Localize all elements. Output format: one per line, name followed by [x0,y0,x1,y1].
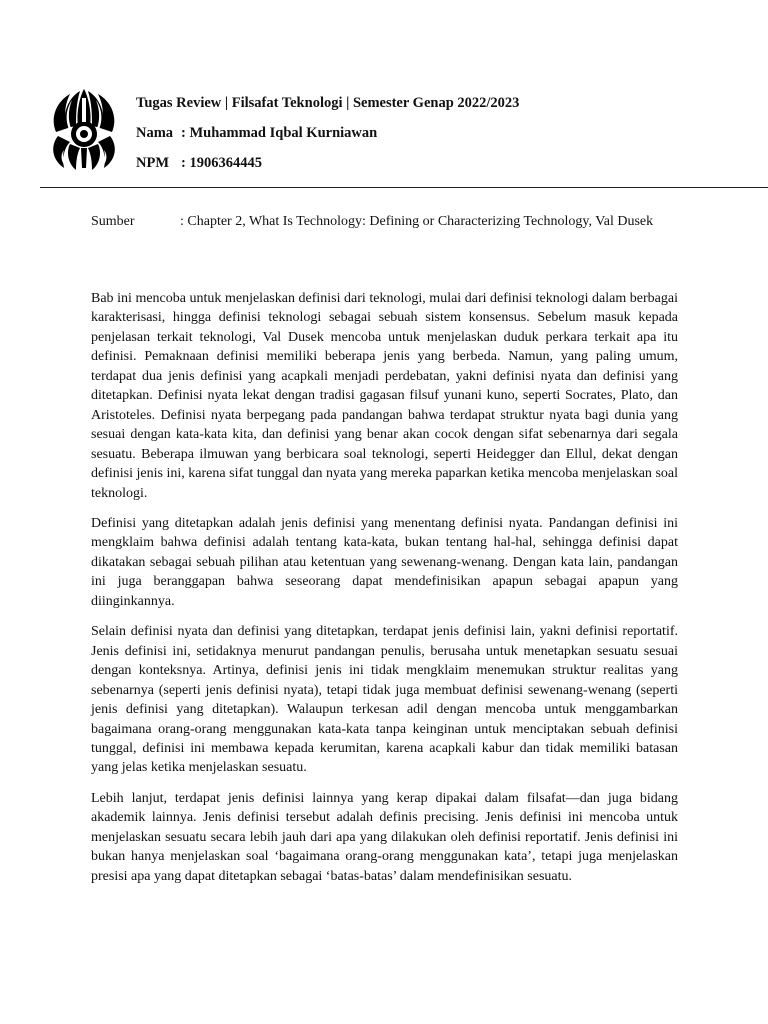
source-label: Sumber [91,214,135,229]
university-emblem-icon [44,88,124,172]
npm-value: : 1906364445 [181,155,262,171]
paragraph: Bab ini mencoba untuk menjelaskan definisi dari teknologi, mulai dari definisi teknologi dalam berbagai karakterisasi, hingga definisi teknologi sebagai sebuah sistem konsensus. Sebelum masuk kepada penjelasan terkait teknologi, Val Dusek mencoba untuk menjelaskan duduk perkara terkait apa itu definisi. Pemaknaan definisi memiliki beberapa jenis yang berbeda. Namun, yang paling umum, terdapat dua jenis definisi yang acapkali menjadi perdebatan, yakni definisi nyata dan definisi yang ditetapkan. Definisi nyata lekat dengan tradisi gagasan filsuf yunani kuno, seperti Socrates, Plato, dan Aristoteles. Definisi nyata berpegang pada pandangan bahwa terdapat struktur nyata bagi dunia yang sesuai dengan kata-kata kita, dan definisi yang benar akan cocok dengan sifat sebenarnya dari segala sesuatu. Beberapa ilmuwan yang berbicara soal teknologi, seperti Heidegger dan Ellul, dekat dengan definisi jenis ini, karena sifat tunggal dan nyata yang mereka paparkan ketika mencoba menjelaskan soal teknologi. [91,291,678,501]
student-name-row [136,124,377,142]
paragraph: Definisi yang ditetapkan adalah jenis definisi yang menentang definisi nyata. Pandangan definisi ini mengklaim bahwa definisi adalah tentang kata-kata, bukan tentang hal-hal, sehingga definisi dapat dikatakan sebagai sebuah pilihan atau ketentuan yang sewenang-wenang. Dengan kata lain, pandangan ini juga beranggapan bahwa seseorang dapat mendefinisikan apapun sebagai apapun yang diinginkannya. [91,515,678,609]
name-value: : Muhammad Iqbal Kurniawan [181,125,378,141]
name-label: Nama [136,125,174,141]
source-row [91,212,678,232]
paragraph: Selain definisi nyata dan definisi yang ditetapkan, terdapat jenis definisi lain, yakni definisi reportatif. Jenis definisi ini, setidaknya menurut pandangan penulis, berusaha untuk menetapkan sesuatu sesuai dengan konteksnya. Artinya, definisi jenis ini tidak mengklaim menemukan struktur realitas yang sebenarnya (seperti jenis definisi nyata), tetapi tidak juga membuat definisi sewenang-wenang (seperti jenis definisi yang ditetapkan). Walaupun terkesan adil dengan mencoba untuk menggambarkan bagaimana orang-orang menggunakan kata-kata tanpa keinginan untuk menciptakan sebuah definisi tunggal, definisi ini membawa kepada kerumitan, karena acapkali kabur dan tidak memiliki batasan yang jelas ketika menjelaskan sesuatu. [91,624,678,776]
paragraph: Lebih lanjut, terdapat jenis definisi lainnya yang kerap dipakai dalam filsafat—dan juga bidang akademik lainnya. Jenis definisi tersebut adalah definis precising. Jenis definisi ini mencoba untuk menjelaskan sesuatu secara lebih jauh dari apa yang dilakukan oleh definisi reportatif. Jenis definisi ini bukan hanya menjelaskan soal ‘bagaimana orang-orang menggunakan kata’, tetapi juga menjelaskan presisi apa yang dapat ditetapkan sebagai ‘batas-batas’ dalam mendefinisikan sesuatu. [91,790,678,884]
student-npm-row [136,154,262,172]
npm-label: NPM [136,155,170,171]
review-body [91,289,678,897]
document-title: Tugas Review | Filsafat Teknologi | Semester Genap 2022/2023 [136,95,520,111]
source-value: : Chapter 2, What Is Technology: Defining or Characterizing Technology, Val Dusek [180,214,654,229]
header-divider [40,187,768,188]
